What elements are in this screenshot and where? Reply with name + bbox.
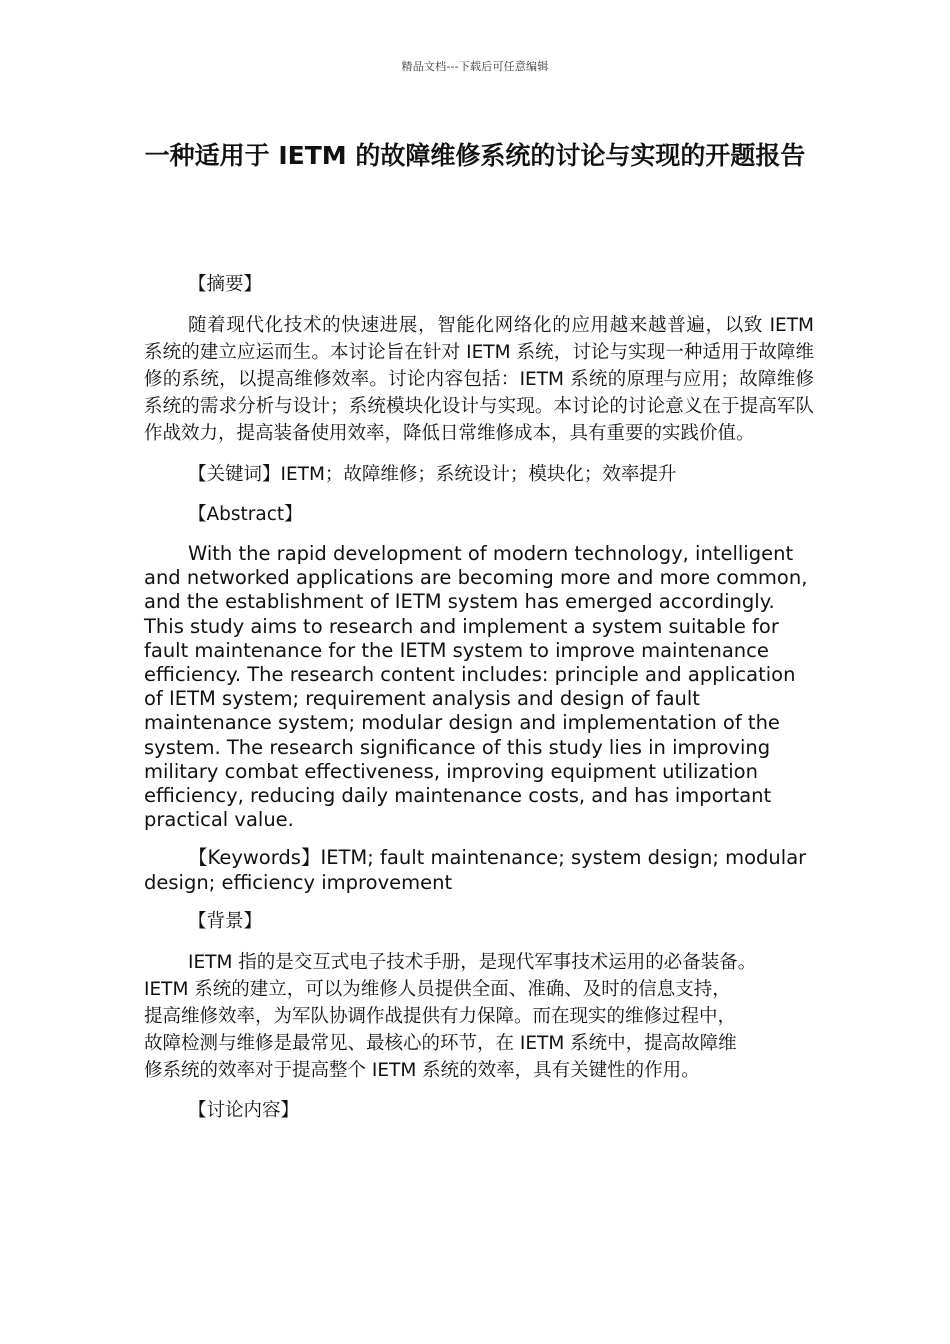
abstract-zh-heading: 【摘要】 — [188, 274, 263, 295]
abstract-en-paragraph: With the rapid development of modern technology, intelligent and networked applications are becoming more and more common, and the establishment of IETM system has emerged accordingly. This study aims to research and implement a system suitable for fault maintenance for the IETM system to improve maintenance efficiency. The research content includes: principle and application of IETM system; requirement analysis and design of fault maintenance system; modular design and implementation of the system. The research significance of this study lies in improving military combat effectiveness, improving equipment utilization efficiency, reducing daily maintenance costs, and has important practical value. — [144, 542, 808, 832]
keywords-zh: 【关键词】IETM；故障维修；系统设计；模块化；效率提升 — [188, 464, 677, 485]
header-note: 精品文档---下载后可任意编辑 — [401, 60, 549, 73]
document-title: 一种适用于 IETM 的故障维修系统的讨论与实现的开题报告 — [144, 141, 806, 170]
document-body — [144, 272, 814, 1138]
background-heading: 【背景】 — [188, 910, 263, 932]
discussion-heading: 【讨论内容】 — [188, 1099, 300, 1121]
keywords-en: 【Keywords】IETM; fault maintenance; system design; modular design; efficiency improvement — [144, 846, 807, 894]
abstract-zh-paragraph: 随着现代化技术的快速进展，智能化网络化的应用越来越普遍，以致 IETM 系统的建立应运而生。本讨论旨在针对 IETM 系统，讨论与实现一种适用于故障维修的系统，以提高维修效率。讨论内容包括：IETM 系统的原理与应用；故障维修系统的需求分析与设计；系统模块化设计与实现。本讨论的讨论意义在于提高军队作战效力，提高装备使用效率，降低日常维修成本，具有重要的实践价值。 — [144, 315, 814, 444]
background-paragraph: IETM 指的是交互式电子技术手册，是现代军事技术运用的必备装备。 IETM 系统的建立，可以为维修人员提供全面、准确、及时的信息支持， 提高维修效率，为军队协调作战提供有力保障。而在现实的维修过程中， 故障检测与维修是最常见、最核心的环节，在 IETM 系统中，提高故障维 修系统的效率对于提高整个 IETM 系统的效率，具有关键性的作用。 — [144, 951, 757, 1081]
abstract-en-heading: 【Abstract】 — [188, 504, 303, 525]
